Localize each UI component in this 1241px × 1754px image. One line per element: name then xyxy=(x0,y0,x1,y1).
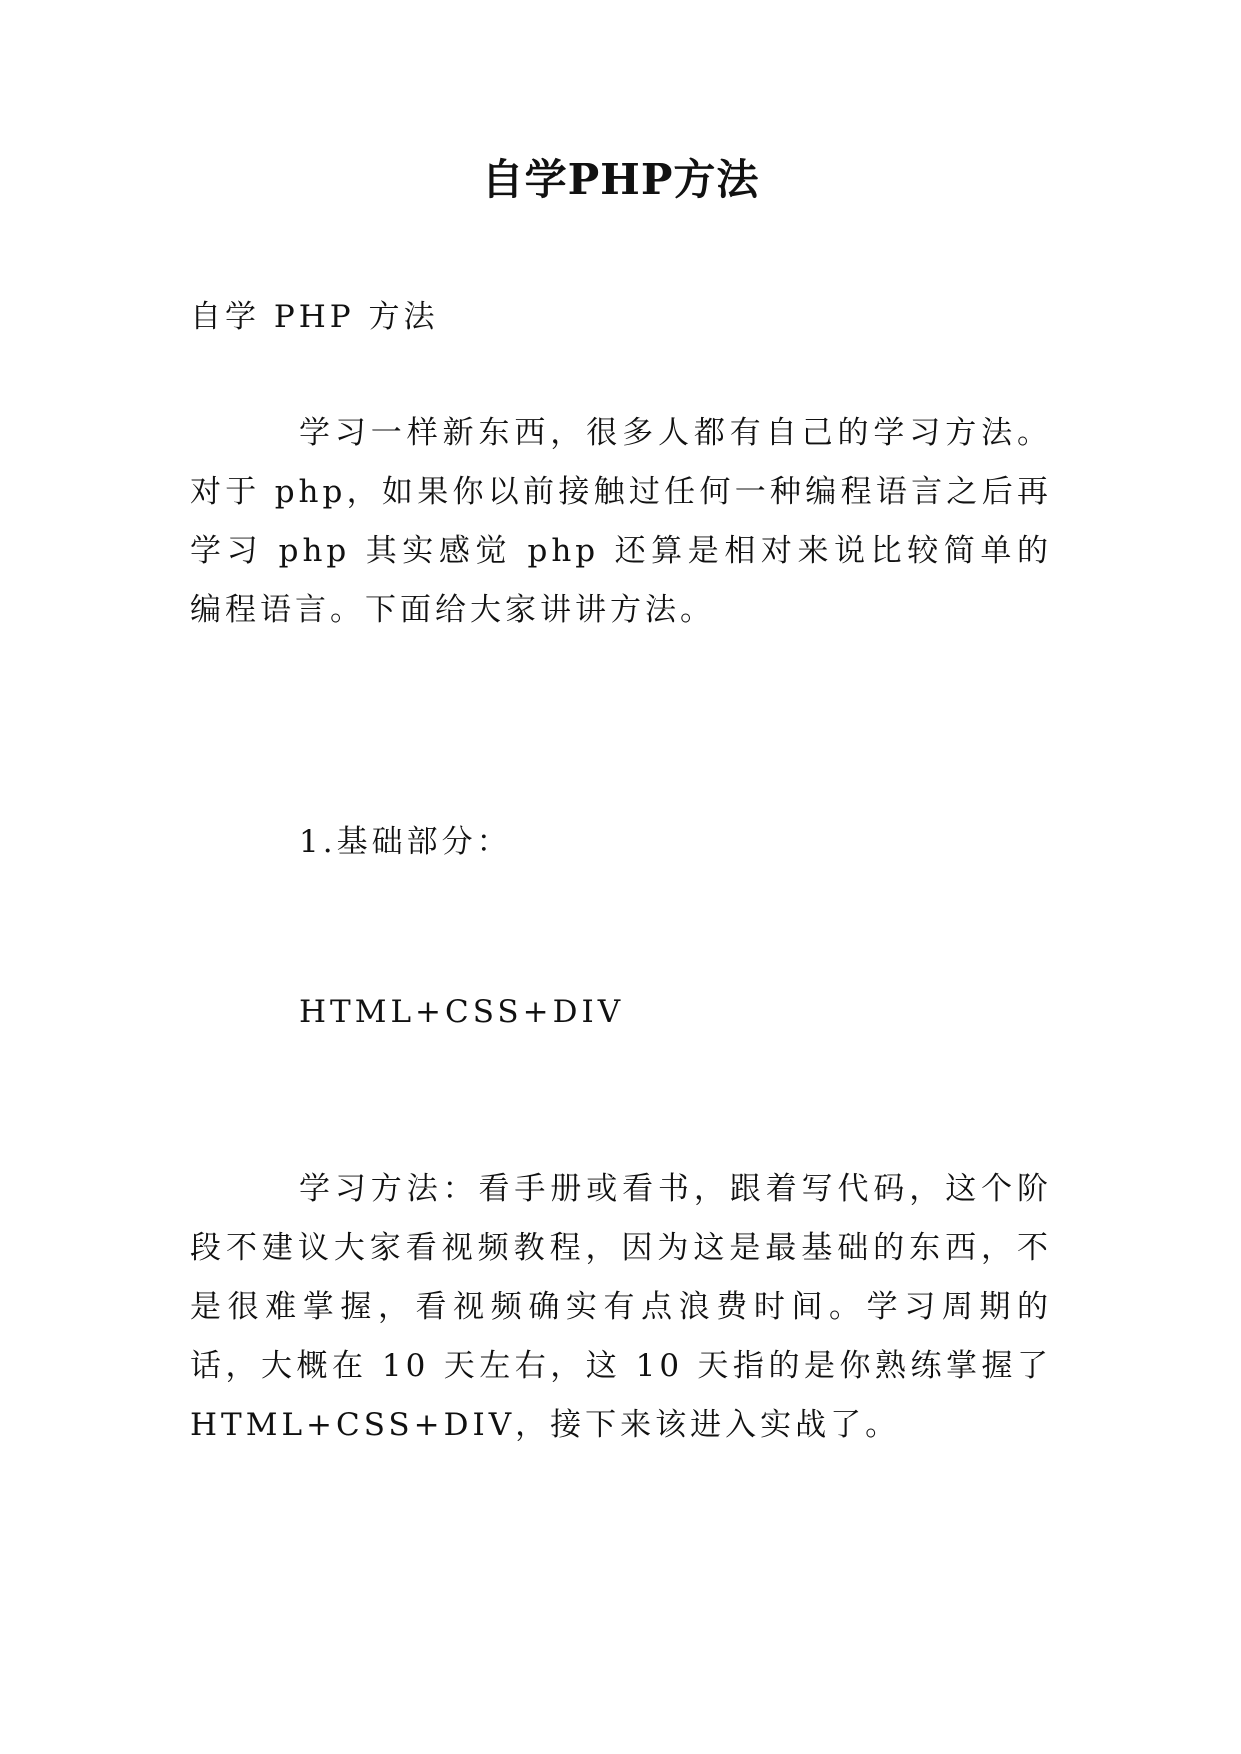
section-heading-basics: 1.基础部分： xyxy=(299,824,512,860)
section-subheading-html-css-div: HTML+CSS+DIV xyxy=(299,994,625,1030)
intro-paragraph: 学习一样新东西，很多人都有自己的学习方法。对于 php，如果你以前接触过任何一种编程语言之后再学习 php 其实感觉 php 还算是相对来说比较简单的编程语言。下面给大家讲讲方法。 xyxy=(190,415,1052,628)
document-subtitle: 自学 PHP 方法 xyxy=(190,299,439,335)
learning-method-paragraph: 学习方法：看手册或看书，跟着写代码，这个阶段不建议大家看视频教程，因为这是最基础的东西，不是很难掌握，看视频确实有点浪费时间。学习周期的话，大概在 10 天左右，这 10 天指的是你熟练掌握了 HTML+CSS+DIV，接下来该进入实战了。 xyxy=(190,1171,1052,1443)
document-title: 自学PHP方法 xyxy=(481,155,760,204)
